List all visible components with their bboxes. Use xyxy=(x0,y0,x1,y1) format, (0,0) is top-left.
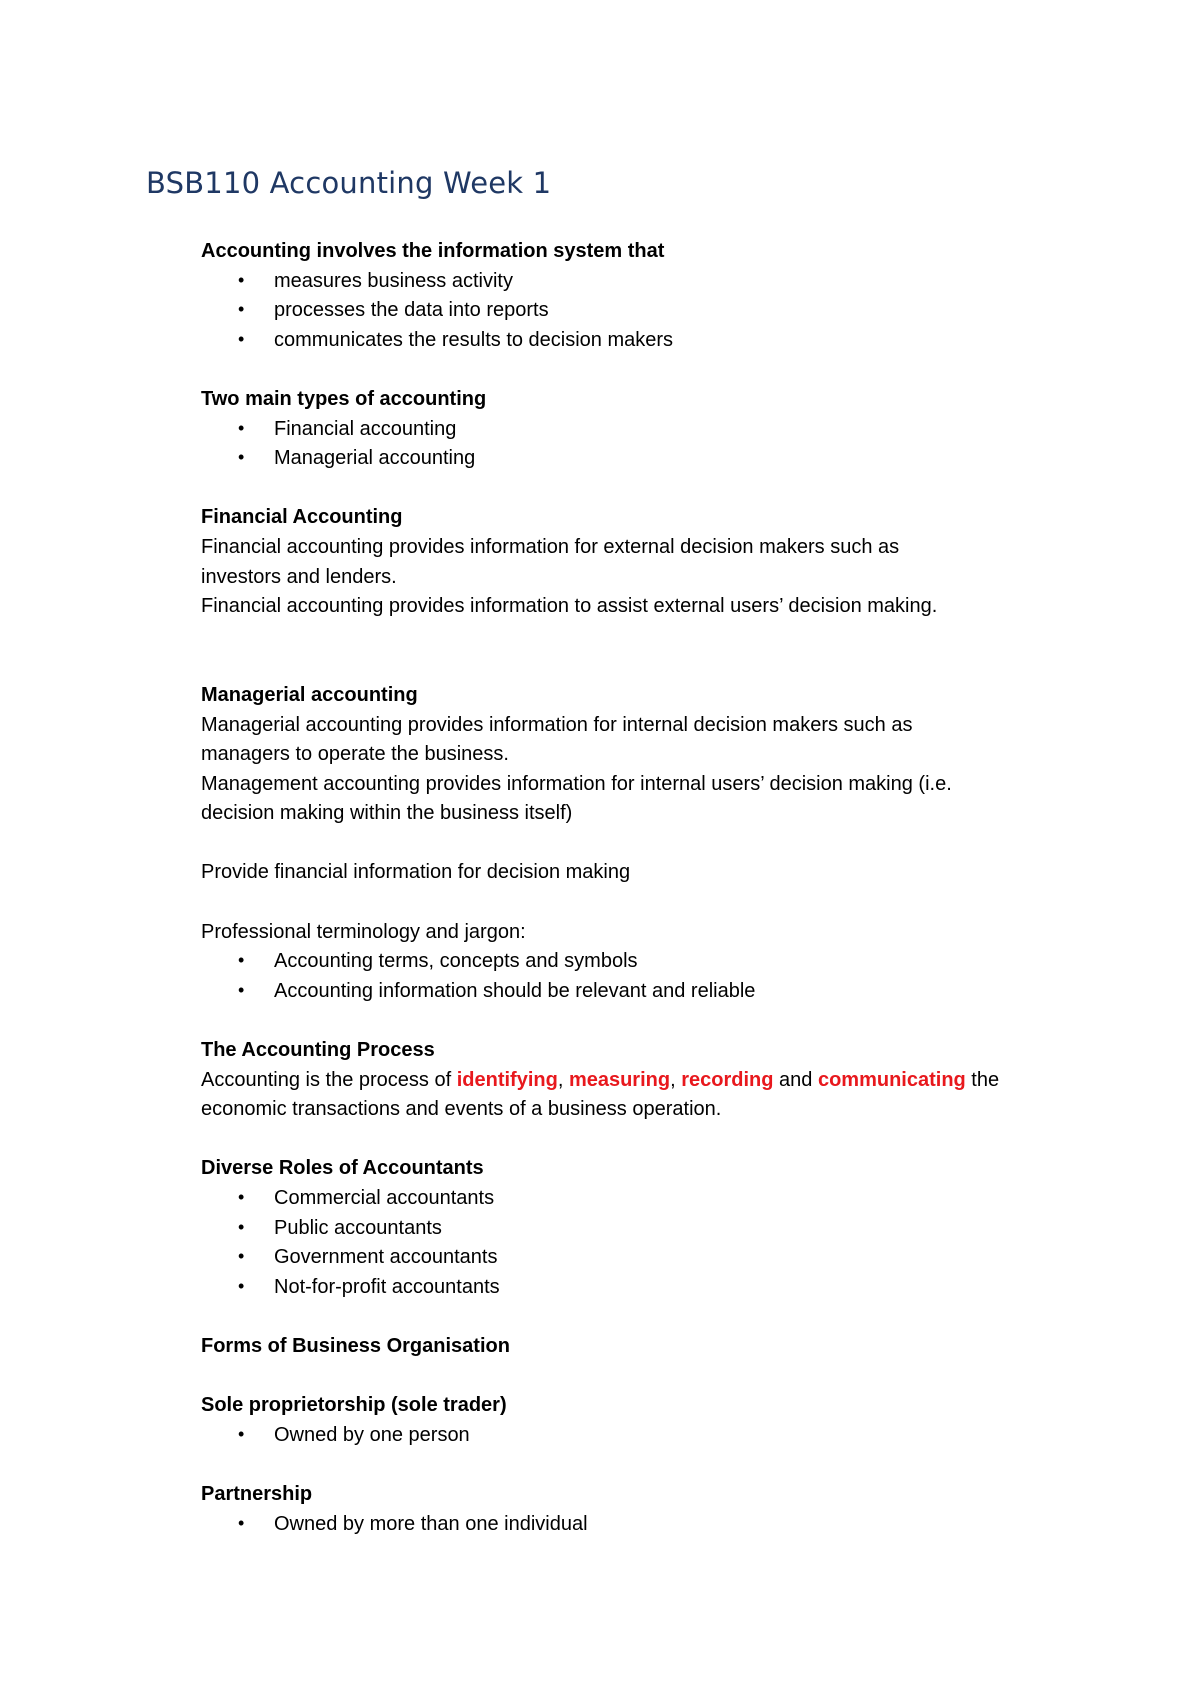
text-run: and xyxy=(773,1068,818,1091)
section-heading-financial-accounting: Financial Accounting xyxy=(201,506,403,529)
paragraph-line: investors and lenders. xyxy=(201,565,397,588)
bullet-icon: • xyxy=(238,1216,245,1237)
section-heading-partnership: Partnership xyxy=(201,1482,313,1505)
paragraph-line: economic transactions and events of a business operation. xyxy=(201,1098,722,1121)
paragraph-line: Financial accounting provides information to assist external users’ decision making. xyxy=(201,595,938,618)
bullet-icon: • xyxy=(238,447,245,468)
bullet-icon: • xyxy=(238,1187,245,1207)
section-heading-types-of-accounting: Two main types of accounting xyxy=(201,387,487,410)
spacer xyxy=(201,355,1101,385)
list-item xyxy=(201,1510,1101,1540)
list-item xyxy=(201,977,1101,1007)
spacer xyxy=(201,888,1101,918)
bullet-icon: • xyxy=(238,299,245,320)
bullet-icon: • xyxy=(238,1423,245,1444)
bullet-icon: • xyxy=(238,950,245,971)
paragraph-line xyxy=(201,1066,1101,1096)
list-item xyxy=(201,444,1101,474)
bullet-icon: • xyxy=(238,269,245,290)
list-item-text: Public accountants xyxy=(274,1216,442,1239)
bullet-list-terminology xyxy=(201,947,1101,1006)
paragraph-line: Provide financial information for decision making xyxy=(201,861,631,884)
section-heading-managerial-accounting: Managerial accounting xyxy=(201,683,418,706)
bullet-list-types-of-accounting xyxy=(201,415,1101,474)
list-item xyxy=(201,947,1101,977)
section-heading-roles-of-accountants: Diverse Roles of Accountants xyxy=(201,1157,484,1180)
spacer xyxy=(201,1302,1101,1332)
paragraph-line: Financial accounting provides information for external decision makers such as xyxy=(201,535,900,558)
bullet-icon: • xyxy=(238,417,245,438)
page-title: BSB110 Accounting Week 1 xyxy=(146,166,552,200)
text-run: , xyxy=(670,1068,682,1091)
list-item-text: Accounting terms, concepts and symbols xyxy=(274,950,638,973)
bullet-list-roles-of-accountants xyxy=(201,1184,1101,1302)
list-item xyxy=(201,326,1101,356)
paragraph-line: decision making within the business itself) xyxy=(201,802,573,825)
bullet-icon: • xyxy=(238,1275,245,1296)
list-item-text: Accounting information should be relevant and reliable xyxy=(274,979,756,1002)
bullet-icon: • xyxy=(238,328,245,349)
spacer xyxy=(201,1362,1101,1392)
bullet-icon: • xyxy=(238,1246,245,1267)
spacer xyxy=(201,829,1101,859)
list-item xyxy=(201,1421,1101,1451)
highlight-keyword: measuring xyxy=(568,1068,671,1091)
document-body xyxy=(201,237,1101,1539)
bullet-icon: • xyxy=(238,979,245,1000)
spacer xyxy=(201,622,1101,681)
spacer xyxy=(201,474,1101,504)
list-item-text: measures business activity xyxy=(274,269,513,292)
highlight-keyword: communicating xyxy=(817,1068,966,1091)
section-heading-accounting-process: The Accounting Process xyxy=(201,1039,435,1062)
spacer xyxy=(201,1006,1101,1036)
list-item xyxy=(201,267,1101,297)
list-item-text: Not-for-profit accountants xyxy=(274,1275,500,1298)
list-item-text: communicates the results to decision makers xyxy=(274,328,674,351)
highlight-keyword: recording xyxy=(681,1068,774,1091)
text-run: , xyxy=(557,1068,569,1091)
text-run: Accounting is the process of xyxy=(201,1068,457,1091)
list-item xyxy=(201,1214,1101,1244)
spacer xyxy=(201,1125,1101,1155)
list-item xyxy=(201,415,1101,445)
list-item xyxy=(201,296,1101,326)
bullet-list-sole-proprietorship xyxy=(201,1421,1101,1451)
bullet-list-information-system xyxy=(201,267,1101,356)
list-item-text: Managerial accounting xyxy=(274,447,476,470)
paragraph-line: Management accounting provides information for internal users’ decision making (i.e. xyxy=(201,772,952,795)
paragraph-line: Professional terminology and jargon: xyxy=(201,920,526,943)
list-item-text: Owned by one person xyxy=(274,1423,470,1446)
list-item-text: Financial accounting xyxy=(274,417,457,440)
list-item-text: Commercial accountants xyxy=(274,1187,495,1209)
list-item-text: processes the data into reports xyxy=(274,299,549,322)
section-heading-information-system: Accounting involves the information system that xyxy=(201,240,665,262)
list-item xyxy=(201,1243,1101,1273)
text-run: the xyxy=(965,1068,1000,1091)
highlight-keyword: identifying xyxy=(456,1068,558,1091)
section-heading-forms-of-business: Forms of Business Organisation xyxy=(201,1334,510,1357)
list-item xyxy=(201,1273,1101,1303)
paragraph-line: managers to operate the business. xyxy=(201,743,509,766)
bullet-icon: • xyxy=(238,1512,245,1533)
paragraph-line: Managerial accounting provides information for internal decision makers such as xyxy=(201,713,913,736)
spacer xyxy=(201,1450,1101,1480)
bullet-list-partnership xyxy=(201,1510,1101,1540)
list-item xyxy=(201,1184,1101,1214)
section-heading-sole-proprietorship: Sole proprietorship (sole trader) xyxy=(201,1394,507,1417)
list-item-text: Government accountants xyxy=(274,1246,498,1269)
list-item-text: Owned by more than one individual xyxy=(274,1512,588,1535)
